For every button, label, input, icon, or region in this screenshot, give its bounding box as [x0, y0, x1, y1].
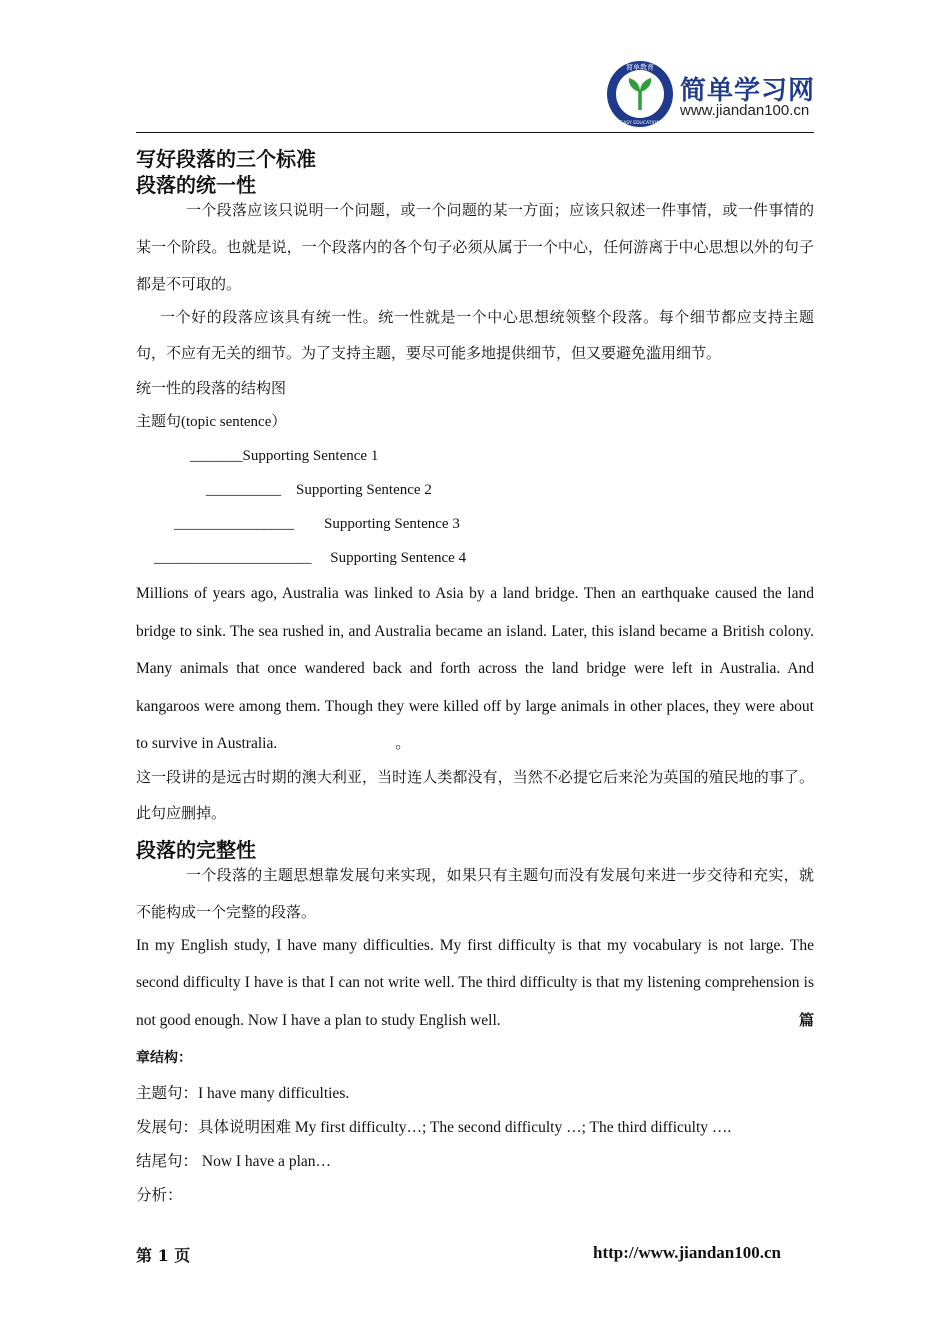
supporting-line-2: __________ Supporting Sentence 2: [206, 482, 432, 498]
diagram-title: 统一性的段落的结构图: [136, 379, 287, 397]
unity-paragraph-1: 一个段落应该只说明一个问题，或一个问题的某一方面；应该只叙述一件事情，或一件事情的某一个阶段。也就是说，一个段落内的各个句子必须从属于一个中心，任何游离于中心思想以外的句子都是不可取的。: [136, 201, 814, 293]
completeness-example-paragraph: [136, 927, 814, 1040]
unity-example-paragraph: [136, 575, 814, 763]
diagram-topic-line: 主题句(topic sentence）: [136, 414, 287, 430]
structure-label-start: 篇: [798, 1010, 814, 1029]
logo-badge-icon: [606, 60, 674, 128]
logo-url: www.jiandan100.cn: [680, 102, 810, 119]
logo-badge-text: 简单教育: [626, 63, 654, 72]
supporting-line-3: ________________ Supporting Sentence 3: [174, 516, 460, 532]
document-title: 写好段落的三个标准: [136, 147, 316, 171]
section-title-unity: 段落的统一性: [136, 173, 256, 197]
supporting-line-1: _______Supporting Sentence 1: [190, 448, 379, 464]
unity-paragraph-2: 一个好的段落应该具有统一性。统一性就是一个中心思想统领整个段落。每个细节都应支持主题句，不应有无关的细节。为了支持主题，要尽可能多地提供细节，但又要避免滥用细节。: [136, 308, 814, 362]
unity-example-end-mark: 。: [395, 735, 411, 752]
analysis-label: 分析：: [136, 1187, 183, 1204]
structure-conclusion: 结尾句： Now I have a plan…: [136, 1153, 331, 1170]
structure-topic-sentence: 主题句：I have many difficulties.: [136, 1085, 350, 1102]
document-body: [136, 146, 814, 1213]
unity-example-text: Millions of years ago, Australia was linked to Asia by a land bridge. Then an earthquake caused the land bridge to sink. The sea rushed in, and Australia became an island. Later, this island became a British colony. Many animals that once wandered back and forth across the land bridge were left in Australia. And kangaroos were among them. Though they were killed off by large animals in other places, they were about to survive in Australia.: [136, 585, 814, 752]
logo-title: 简单学习网: [680, 76, 816, 106]
completeness-paragraph-1: 一个段落的主题思想靠发展句来实现，如果只有主题句而没有发展句来进一步交待和充实，就不能构成一个完整的段落。: [136, 865, 814, 921]
header-divider: [136, 132, 814, 133]
footer-url-link[interactable]: http://www.jiandan100.cn: [593, 1243, 781, 1262]
section-title-completeness: 段落的完整性: [136, 837, 256, 862]
page-number: 第 1 页: [136, 1246, 191, 1265]
structure-development: 发展句：具体说明困难 My first difficulty…; The second difficulty …; The third difficulty ….: [136, 1119, 732, 1136]
unity-analysis: 这一段讲的是远古时期的澳大利亚，当时连人类都没有，当然不必提它后来沦为英国的殖民地的事了。此句应删掉。: [136, 767, 814, 822]
structure-label: 章结构：: [136, 1050, 192, 1066]
supporting-line-4: _____________________ Supporting Sentence 4: [154, 550, 467, 566]
logo-badge-subtext: EASY EDUCATION: [620, 121, 660, 126]
completeness-example-text: In my English study, I have many difficulties. My first difficulty is that my vocabulary is not large. The second difficulty I have is that I can not write well. The third difficulty is that my listening comprehension is not good enough. Now I have a plan to study English well.: [136, 936, 814, 1029]
site-logo[interactable]: [606, 60, 816, 130]
